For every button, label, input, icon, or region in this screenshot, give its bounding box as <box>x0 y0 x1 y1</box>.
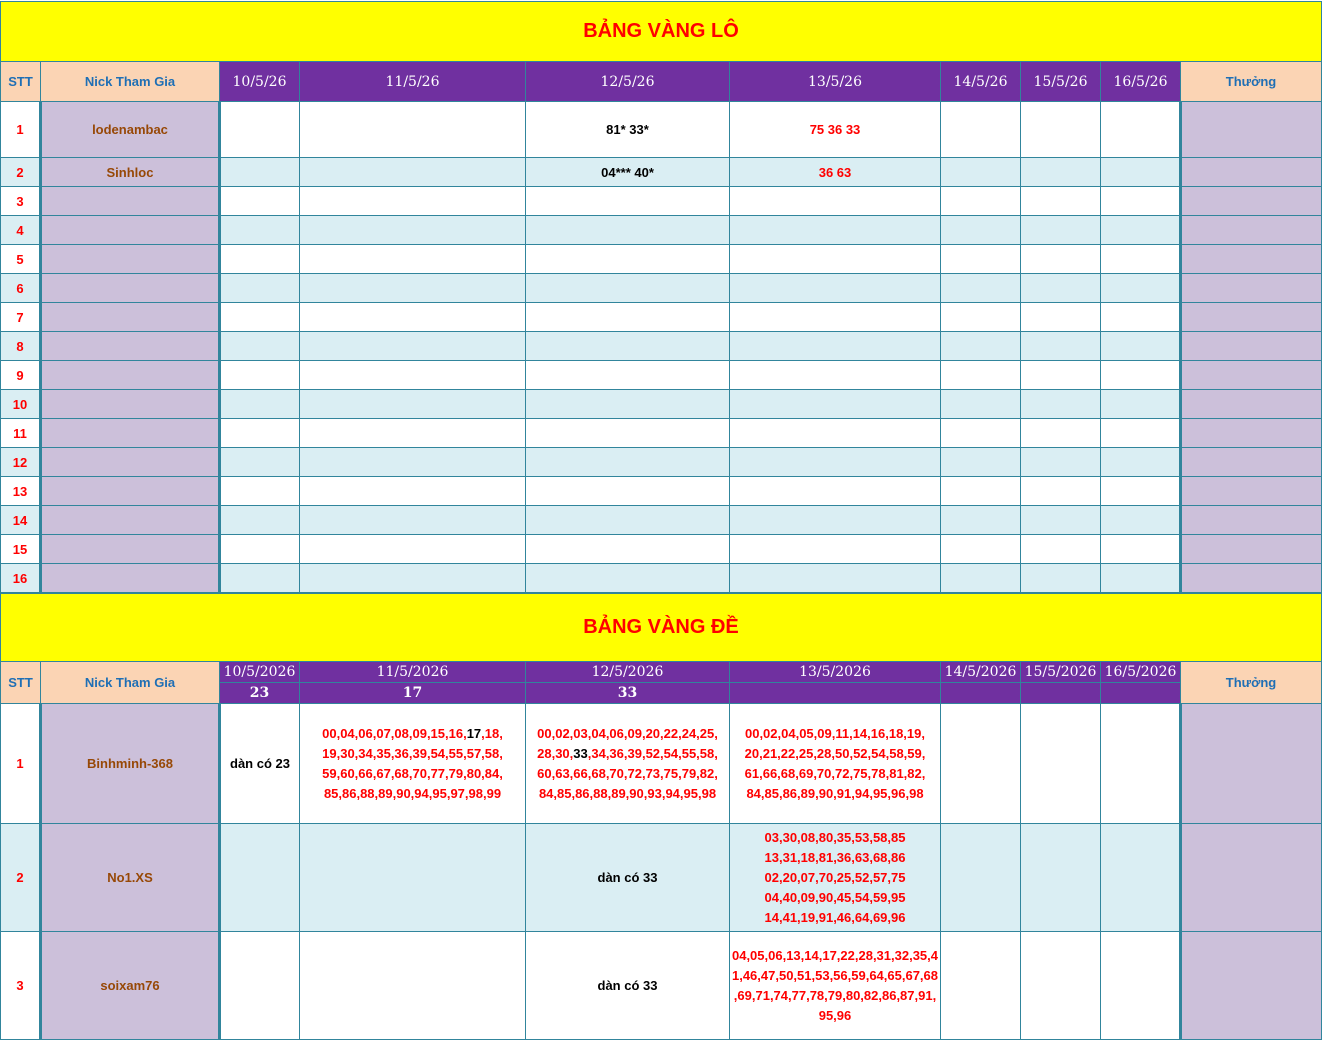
entry-cell <box>220 932 300 1040</box>
de-header-date: 10/5/2026 <box>220 662 300 683</box>
entry-line: 13,31,18,81,36,63,68,86 <box>764 849 906 865</box>
entry-cell <box>941 274 1021 303</box>
result-cell <box>941 683 1021 704</box>
entry-cell <box>1101 704 1181 824</box>
entry-cell <box>526 245 730 274</box>
entry-line: 00,02,03,04,06,09,20,22,24,25, <box>537 725 718 741</box>
prize-cell <box>1181 158 1322 187</box>
entry-cell <box>941 564 1021 593</box>
entry-cell <box>1021 303 1101 332</box>
table-row <box>1 535 1322 564</box>
entry-cell <box>730 564 941 593</box>
entry-cell <box>526 303 730 332</box>
nick-cell: Binhminh-368 <box>41 704 220 824</box>
entry-cell <box>526 361 730 390</box>
nick-cell: No1.XS <box>41 824 220 932</box>
table-row <box>1 477 1322 506</box>
nick-cell <box>41 361 220 390</box>
prize-cell <box>1181 390 1322 419</box>
entry-cell <box>526 448 730 477</box>
entry-cell <box>1021 564 1101 593</box>
entry-line: 1,46,47,50,51,53,56,59,64,65,67,68 <box>731 967 939 983</box>
entry-cell <box>730 477 941 506</box>
entry-cell <box>526 535 730 564</box>
entry-cell <box>220 303 300 332</box>
entry-cell <box>220 187 300 216</box>
nick-cell <box>41 274 220 303</box>
entry-cell <box>300 535 526 564</box>
entry-cell <box>1101 564 1181 593</box>
entry-cell <box>1021 448 1101 477</box>
entry-cell <box>300 506 526 535</box>
entry-cell <box>220 564 300 593</box>
entry-cell: dàn có 33 <box>526 824 730 932</box>
entry-cell <box>941 704 1021 824</box>
prize-cell <box>1181 477 1322 506</box>
entry-cell <box>941 245 1021 274</box>
stt-cell: 2 <box>1 158 41 187</box>
entry-cell <box>1101 303 1181 332</box>
table-row <box>1 704 1322 824</box>
entry-cell <box>941 535 1021 564</box>
entry-cell <box>220 332 300 361</box>
entry-cell <box>220 390 300 419</box>
entry-cell <box>730 824 941 932</box>
stt-cell: 16 <box>1 564 41 593</box>
table-row <box>1 932 1322 1040</box>
entry-cell <box>1021 419 1101 448</box>
result-cell <box>1021 683 1101 704</box>
lo-header-prize: Thưởng <box>1181 62 1322 102</box>
entry-cell <box>1021 506 1101 535</box>
entry-cell <box>526 419 730 448</box>
entry-cell <box>1101 932 1181 1040</box>
de-header-stt: STT <box>1 662 41 704</box>
entry-line: 04,40,09,90,45,54,59,95 <box>764 889 906 905</box>
table-row <box>1 274 1322 303</box>
entry-cell <box>730 390 941 419</box>
entry-cell <box>730 332 941 361</box>
table-row <box>1 390 1322 419</box>
entry-line: 00,02,04,05,09,11,14,16,18,19, <box>744 725 925 741</box>
entry-cell <box>1101 102 1181 158</box>
entry-cell <box>1021 361 1101 390</box>
nick-cell <box>41 390 220 419</box>
entry-cell <box>1101 158 1181 187</box>
entry-cell <box>941 303 1021 332</box>
entry-cell <box>1101 390 1181 419</box>
entry-cell <box>220 535 300 564</box>
prize-cell <box>1181 932 1322 1040</box>
table-row <box>1 824 1322 932</box>
stt-cell: 11 <box>1 419 41 448</box>
entry-cell <box>730 274 941 303</box>
nick-cell: Sinhloc <box>41 158 220 187</box>
entry-cell <box>1101 477 1181 506</box>
entry-cell <box>1101 824 1181 932</box>
lo-table <box>0 1 1322 593</box>
prize-cell <box>1181 824 1322 932</box>
stt-cell: 2 <box>1 824 41 932</box>
nick-cell <box>41 303 220 332</box>
entry-line: 85,86,88,89,90,94,95,97,98,99 <box>323 785 502 801</box>
entry-cell <box>1101 506 1181 535</box>
entry-cell <box>300 245 526 274</box>
stt-cell: 10 <box>1 390 41 419</box>
de-header-date: 14/5/2026 <box>941 662 1021 683</box>
entry-cell <box>1021 245 1101 274</box>
entry-cell <box>1101 448 1181 477</box>
nick-cell <box>41 506 220 535</box>
entry-cell <box>730 361 941 390</box>
entry-line: 28,30,33,34,36,39,52,54,55,58, <box>537 745 718 761</box>
entry-cell <box>220 506 300 535</box>
entry-cell <box>300 303 526 332</box>
de-header-prize: Thưởng <box>1181 662 1322 704</box>
de-table <box>0 593 1322 1040</box>
entry-cell <box>220 102 300 158</box>
stt-cell: 5 <box>1 245 41 274</box>
prize-cell <box>1181 448 1322 477</box>
entry-cell <box>1101 245 1181 274</box>
de-header-date: 13/5/2026 <box>730 662 941 683</box>
entry-cell <box>1021 158 1101 187</box>
nick-cell <box>41 245 220 274</box>
entry-cell <box>220 274 300 303</box>
table-row <box>1 448 1322 477</box>
entry-line: 60,63,66,68,70,72,73,75,79,82, <box>537 765 718 781</box>
lo-title: BẢNG VÀNG LÔ <box>1 2 1322 62</box>
result-cell: 33 <box>526 683 730 704</box>
entry-cell <box>1021 824 1101 932</box>
entry-cell <box>526 390 730 419</box>
stt-cell: 7 <box>1 303 41 332</box>
entry-cell <box>300 390 526 419</box>
entry-cell <box>220 245 300 274</box>
entry-cell <box>300 158 526 187</box>
stt-cell: 3 <box>1 187 41 216</box>
entry-cell <box>300 216 526 245</box>
entry-cell <box>1021 390 1101 419</box>
entry-line: 02,20,07,70,25,52,57,75 <box>764 869 906 885</box>
entry-cell <box>220 361 300 390</box>
table-row <box>1 332 1322 361</box>
entry-cell <box>1021 274 1101 303</box>
stt-cell: 14 <box>1 506 41 535</box>
entry-cell <box>300 419 526 448</box>
entry-cell <box>730 303 941 332</box>
entry-cell <box>730 419 941 448</box>
table-row <box>1 506 1322 535</box>
entry-cell <box>941 932 1021 1040</box>
entry-cell <box>941 448 1021 477</box>
entry-cell <box>730 216 941 245</box>
entry-cell <box>941 158 1021 187</box>
entry-cell <box>1101 332 1181 361</box>
entry-cell <box>1021 477 1101 506</box>
entry-cell <box>941 390 1021 419</box>
entry-cell: dàn có 23 <box>220 704 300 824</box>
entry-cell <box>730 245 941 274</box>
result-cell: 23 <box>220 683 300 704</box>
nick-cell <box>41 535 220 564</box>
result-cell: 17 <box>300 683 526 704</box>
entry-cell <box>526 506 730 535</box>
entry-cell <box>300 102 526 158</box>
entry-cell <box>1021 216 1101 245</box>
entry-cell <box>300 187 526 216</box>
lo-header-date: 10/5/26 <box>220 62 300 102</box>
stt-cell: 8 <box>1 332 41 361</box>
entry-cell <box>220 216 300 245</box>
table-row <box>1 245 1322 274</box>
entry-cell <box>300 332 526 361</box>
entry-line: 20,21,22,25,28,50,52,54,58,59, <box>744 745 926 761</box>
lo-header-date: 13/5/26 <box>730 62 941 102</box>
prize-cell <box>1181 187 1322 216</box>
entry-cell <box>526 216 730 245</box>
result-cell <box>730 683 941 704</box>
entry-line: 61,66,68,69,70,72,75,78,81,82, <box>744 765 926 781</box>
entry-line: 84,85,86,89,90,91,94,95,96,98 <box>746 785 924 801</box>
entry-line: 95,96 <box>818 1007 852 1023</box>
entry-cell <box>300 448 526 477</box>
prize-cell <box>1181 303 1322 332</box>
stt-cell: 1 <box>1 704 41 824</box>
entry-cell <box>220 824 300 932</box>
prize-cell <box>1181 245 1322 274</box>
prize-cell <box>1181 704 1322 824</box>
table-row <box>1 361 1322 390</box>
entry-cell <box>941 332 1021 361</box>
entry-cell <box>300 274 526 303</box>
entry-cell <box>1101 274 1181 303</box>
entry-line: 59,60,66,67,68,70,77,79,80,84, <box>322 765 503 781</box>
prize-cell <box>1181 216 1322 245</box>
entry-cell <box>730 506 941 535</box>
entry-cell: 36 63 <box>730 158 941 187</box>
table-row <box>1 419 1322 448</box>
entry-cell <box>1021 535 1101 564</box>
entry-cell <box>1021 932 1101 1040</box>
entry-cell <box>526 704 730 824</box>
stt-cell: 4 <box>1 216 41 245</box>
nick-cell: soixam76 <box>41 932 220 1040</box>
entry-cell <box>220 477 300 506</box>
entry-cell <box>941 506 1021 535</box>
prize-cell <box>1181 361 1322 390</box>
prize-cell <box>1181 332 1322 361</box>
entry-line: 19,30,34,35,36,39,54,55,57,58, <box>322 745 503 761</box>
prize-cell <box>1181 102 1322 158</box>
nick-cell <box>41 332 220 361</box>
entry-cell <box>1101 535 1181 564</box>
result-cell <box>1101 683 1181 704</box>
nick-cell <box>41 477 220 506</box>
table-row <box>1 303 1322 332</box>
entry-cell <box>941 102 1021 158</box>
entry-line: 03,30,08,80,35,53,58,85 <box>764 829 906 845</box>
lo-header-date: 12/5/26 <box>526 62 730 102</box>
entry-cell <box>941 824 1021 932</box>
entry-cell <box>941 187 1021 216</box>
entry-cell <box>526 332 730 361</box>
entry-cell <box>526 187 730 216</box>
table-row <box>1 102 1322 158</box>
entry-cell <box>730 187 941 216</box>
entry-line: 04,05,06,13,14,17,22,28,31,32,35,4 <box>731 947 939 963</box>
table-row <box>1 564 1322 593</box>
entry-cell <box>526 477 730 506</box>
stt-cell: 12 <box>1 448 41 477</box>
de-header-date: 15/5/2026 <box>1021 662 1101 683</box>
lo-header-date: 11/5/26 <box>300 62 526 102</box>
entry-cell: 04*** 40* <box>526 158 730 187</box>
entry-line: 14,41,19,91,46,64,69,96 <box>764 909 906 925</box>
entry-cell <box>1101 361 1181 390</box>
entry-cell <box>730 704 941 824</box>
entry-cell <box>941 216 1021 245</box>
entry-line: 84,85,86,88,89,90,93,94,95,98 <box>538 785 717 801</box>
entry-cell <box>300 704 526 824</box>
entry-cell <box>300 361 526 390</box>
table-row <box>1 187 1322 216</box>
stt-cell: 1 <box>1 102 41 158</box>
lo-header-stt: STT <box>1 62 41 102</box>
entry-cell <box>1101 216 1181 245</box>
stt-cell: 6 <box>1 274 41 303</box>
entry-cell <box>1021 102 1101 158</box>
nick-cell <box>41 187 220 216</box>
stt-cell: 3 <box>1 932 41 1040</box>
nick-cell <box>41 419 220 448</box>
entry-cell <box>220 158 300 187</box>
entry-cell: dàn có 33 <box>526 932 730 1040</box>
table-row <box>1 158 1322 187</box>
entry-cell <box>300 564 526 593</box>
entry-cell <box>220 419 300 448</box>
prize-cell <box>1181 535 1322 564</box>
entry-cell <box>300 477 526 506</box>
entry-line: 00,04,06,07,08,09,15,16,17,18, <box>322 725 503 741</box>
de-header-date: 11/5/2026 <box>300 662 526 683</box>
entry-cell <box>941 361 1021 390</box>
stt-cell: 9 <box>1 361 41 390</box>
entry-cell: 75 36 33 <box>730 102 941 158</box>
nick-cell <box>41 564 220 593</box>
table-row <box>1 216 1322 245</box>
lo-header-nick: Nick Tham Gia <box>41 62 220 102</box>
lo-header-date: 16/5/26 <box>1101 62 1181 102</box>
entry-cell <box>1101 419 1181 448</box>
de-header-nick: Nick Tham Gia <box>41 662 220 704</box>
entry-cell <box>1021 187 1101 216</box>
entry-cell <box>730 448 941 477</box>
entry-cell <box>220 448 300 477</box>
prize-cell <box>1181 506 1322 535</box>
entry-cell <box>1021 704 1101 824</box>
nick-cell <box>41 216 220 245</box>
entry-cell: 81* 33* <box>526 102 730 158</box>
nick-cell: lodenambac <box>41 102 220 158</box>
nick-cell <box>41 448 220 477</box>
de-header-date: 12/5/2026 <box>526 662 730 683</box>
de-header-date: 16/5/2026 <box>1101 662 1181 683</box>
prize-cell <box>1181 274 1322 303</box>
entry-cell <box>941 477 1021 506</box>
entry-cell <box>1021 332 1101 361</box>
entry-cell <box>526 274 730 303</box>
lo-header-date: 15/5/26 <box>1021 62 1101 102</box>
prize-cell <box>1181 419 1322 448</box>
entry-cell <box>1101 187 1181 216</box>
lo-header-date: 14/5/26 <box>941 62 1021 102</box>
entry-cell <box>526 564 730 593</box>
de-title: BẢNG VÀNG ĐỀ <box>1 594 1322 662</box>
entry-cell <box>941 419 1021 448</box>
entry-cell <box>730 535 941 564</box>
stt-cell: 15 <box>1 535 41 564</box>
entry-cell <box>730 932 941 1040</box>
entry-cell <box>300 824 526 932</box>
entry-cell <box>300 932 526 1040</box>
entry-line: ,69,71,74,77,78,79,80,82,86,87,91, <box>733 987 937 1003</box>
stt-cell: 13 <box>1 477 41 506</box>
prize-cell <box>1181 564 1322 593</box>
